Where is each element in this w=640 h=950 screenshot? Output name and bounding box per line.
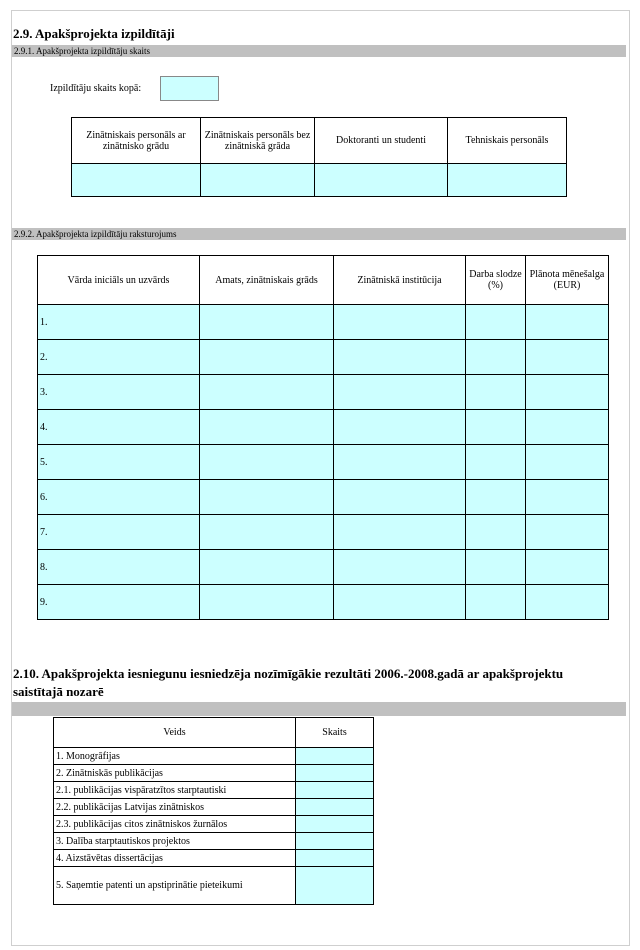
table-row <box>38 305 609 340</box>
detail-header-2: Amats, zinātniskais grāds <box>200 256 334 305</box>
count-input-2[interactable] <box>201 164 315 197</box>
result-count-input[interactable] <box>296 748 374 765</box>
section-210-title: 2.10. Apakšprojekta iesniegunu iesniedzēja nozīmīgākie rezultāti 2006.-2008.gadā ar apakšprojektu saistītajā nozarē <box>13 666 564 699</box>
count-header-2: Zinātniskais personāls bez zinātniskā grāda <box>201 118 315 164</box>
position-cell[interactable] <box>200 585 334 620</box>
result-type: 4. Aizstāvētas dissertācijas <box>54 850 296 867</box>
result-type: 1. Monogrāfijas <box>54 748 296 765</box>
position-cell[interactable] <box>200 445 334 480</box>
count-header-3: Doktoranti un studenti <box>315 118 448 164</box>
count-header-4: Tehniskais personāls <box>448 118 567 164</box>
result-count-input[interactable] <box>296 850 374 867</box>
detail-header-4: Darba slodze (%) <box>466 256 526 305</box>
result-type: 5. Saņemtie patenti un apstiprinātie pieteikumi <box>54 867 296 905</box>
institution-cell[interactable] <box>334 305 466 340</box>
total-input[interactable] <box>160 76 219 101</box>
table-row <box>38 410 609 445</box>
count-header-1: Zinātniskais personāls ar zinātnisko grādu <box>72 118 201 164</box>
row-number[interactable]: 1. <box>38 305 200 340</box>
workload-cell[interactable] <box>466 340 526 375</box>
table-row <box>54 799 374 816</box>
count-input-4[interactable] <box>448 164 567 197</box>
row-number[interactable]: 8. <box>38 550 200 585</box>
result-count-input[interactable] <box>296 867 374 905</box>
result-count-input[interactable] <box>296 816 374 833</box>
table-row <box>38 375 609 410</box>
institution-cell[interactable] <box>334 445 466 480</box>
workload-cell[interactable] <box>466 480 526 515</box>
table-row <box>54 765 374 782</box>
workload-cell[interactable] <box>466 585 526 620</box>
table-row <box>54 867 374 905</box>
detail-header-3: Zinātniskā institūcija <box>334 256 466 305</box>
results-table <box>53 717 374 905</box>
result-count-input[interactable] <box>296 833 374 850</box>
table-row <box>54 850 374 867</box>
position-cell[interactable] <box>200 375 334 410</box>
table-row <box>54 782 374 799</box>
detail-table <box>37 255 609 620</box>
salary-cell[interactable] <box>526 340 609 375</box>
institution-cell[interactable] <box>334 550 466 585</box>
table-row <box>38 340 609 375</box>
institution-cell[interactable] <box>334 585 466 620</box>
workload-cell[interactable] <box>466 515 526 550</box>
salary-cell[interactable] <box>526 445 609 480</box>
salary-cell[interactable] <box>526 410 609 445</box>
position-cell[interactable] <box>200 550 334 585</box>
row-number[interactable]: 5. <box>38 445 200 480</box>
workload-cell[interactable] <box>466 375 526 410</box>
table-row <box>38 445 609 480</box>
result-type: 2. Zinātniskās publikācijas <box>54 765 296 782</box>
table-row <box>54 833 374 850</box>
table-row <box>54 748 374 765</box>
result-type: 2.3. publikācijas citos zinātniskos žurnālos <box>54 816 296 833</box>
row-number[interactable]: 6. <box>38 480 200 515</box>
results-header-type: Veids <box>54 718 296 748</box>
institution-cell[interactable] <box>334 375 466 410</box>
salary-cell[interactable] <box>526 585 609 620</box>
section-29-title: 2.9. Apakšprojekta izpildītāji <box>13 26 175 41</box>
row-number[interactable]: 7. <box>38 515 200 550</box>
table-row <box>54 816 374 833</box>
workload-cell[interactable] <box>466 550 526 585</box>
detail-header-1: Vārda iniciāls un uzvārds <box>38 256 200 305</box>
salary-cell[interactable] <box>526 550 609 585</box>
position-cell[interactable] <box>200 340 334 375</box>
count-input-1[interactable] <box>72 164 201 197</box>
position-cell[interactable] <box>200 480 334 515</box>
institution-cell[interactable] <box>334 480 466 515</box>
workload-cell[interactable] <box>466 305 526 340</box>
result-count-input[interactable] <box>296 765 374 782</box>
table-row <box>38 585 609 620</box>
result-type: 3. Dalība starptautiskos projektos <box>54 833 296 850</box>
subsection-291-bar: 2.9.1. Apakšprojekta izpildītāju skaits <box>12 45 626 57</box>
row-number[interactable]: 2. <box>38 340 200 375</box>
institution-cell[interactable] <box>334 515 466 550</box>
institution-cell[interactable] <box>334 410 466 445</box>
results-header-count: Skaits <box>296 718 374 748</box>
subsection-292-bar: 2.9.2. Apakšprojekta izpildītāju raksturojums <box>12 228 626 240</box>
count-input-3[interactable] <box>315 164 448 197</box>
workload-cell[interactable] <box>466 445 526 480</box>
table-row <box>38 515 609 550</box>
row-number[interactable]: 3. <box>38 375 200 410</box>
table-row <box>38 480 609 515</box>
total-label: Izpildītāju skaits kopā: <box>50 83 142 94</box>
result-count-input[interactable] <box>296 782 374 799</box>
table-row <box>38 550 609 585</box>
salary-cell[interactable] <box>526 375 609 410</box>
workload-cell[interactable] <box>466 410 526 445</box>
position-cell[interactable] <box>200 515 334 550</box>
result-type: 2.2. publikācijas Latvijas zinātniskos <box>54 799 296 816</box>
row-number[interactable]: 4. <box>38 410 200 445</box>
salary-cell[interactable] <box>526 480 609 515</box>
position-cell[interactable] <box>200 305 334 340</box>
result-count-input[interactable] <box>296 799 374 816</box>
salary-cell[interactable] <box>526 305 609 340</box>
row-number[interactable]: 9. <box>38 585 200 620</box>
count-table <box>71 117 567 197</box>
result-type: 2.1. publikācijas vispāratzītos starptautiski <box>54 782 296 799</box>
detail-header-5: Plānota mēnešalga (EUR) <box>526 256 609 305</box>
salary-cell[interactable] <box>526 515 609 550</box>
section-210-bar <box>12 702 626 716</box>
position-cell[interactable] <box>200 410 334 445</box>
institution-cell[interactable] <box>334 340 466 375</box>
